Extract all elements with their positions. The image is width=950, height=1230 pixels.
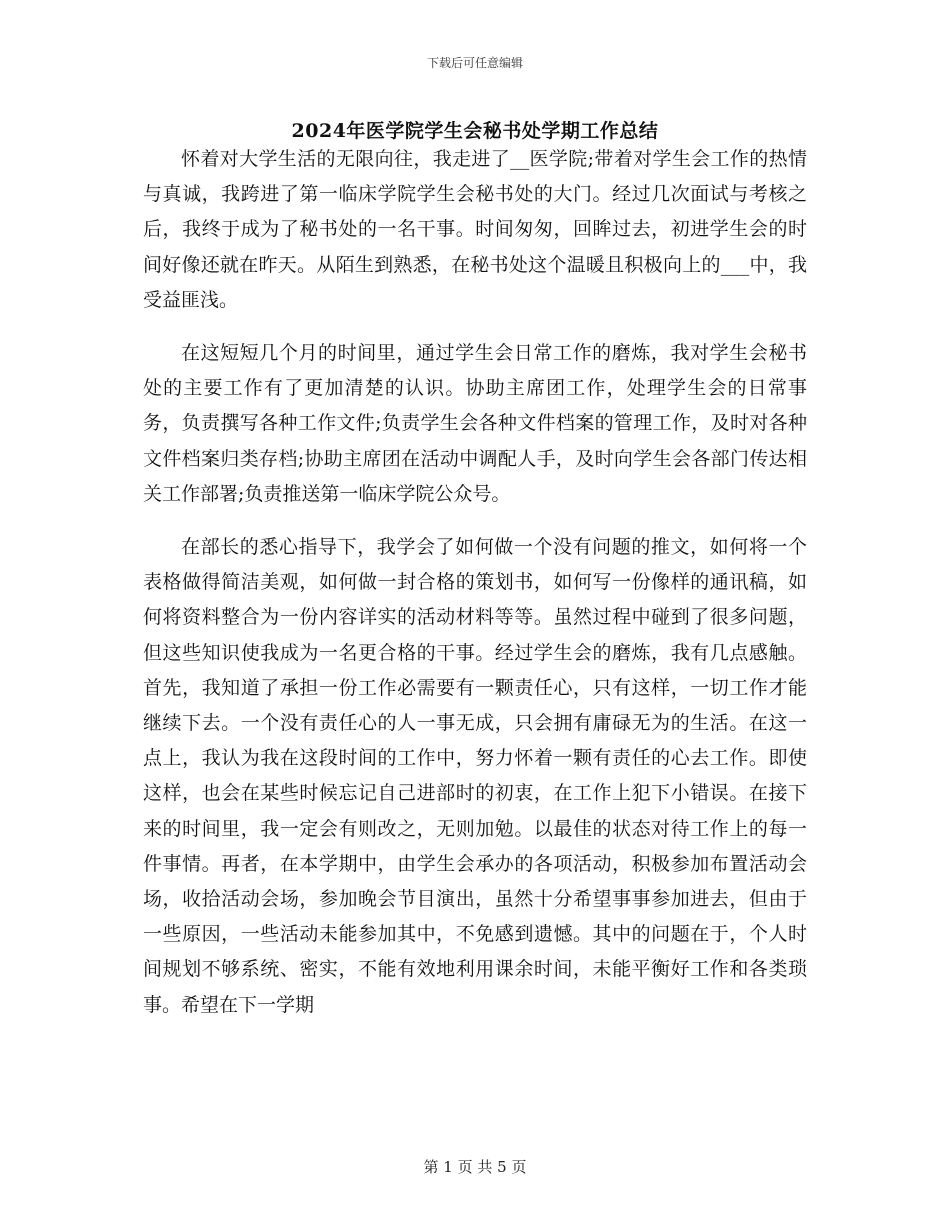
page-number-footer: 第 1 页 共 5 页 — [423, 1158, 527, 1176]
paragraph-1: 怀着对大学生活的无限向往，我走进了__医学院;带着对学生会工作的热情与真诚，我跨进了第一临床学院学生会秘书处的大门。经过几次面试与考核之后，我终于成为了秘书处的一名干事。时间匆匆，回眸过去，初进学生会的时间好像还就在昨天。从陌生到熟悉，在秘书处这个温暖且积极向上的___中，我受益匪浅。 — [143, 148, 807, 311]
page-header-note: 下载后可任意编辑 — [426, 56, 523, 70]
document-title: 2024年医学院学生会秘书处学期工作总结 — [291, 120, 659, 142]
paragraph-3: 在部长的悉心指导下，我学会了如何做一个没有问题的推文，如何将一个表格做得简洁美观，如何做一封合格的策划书，如何写一份像样的通讯稿，如何将资料整合为一份内容详实的活动材料等等。虽然过程中碰到了很多问题，但这些知识使我成为一名更合格的干事。经过学生会的磨炼，我有几点感触。首先，我知道了承担一份工作必需要有一颗责任心，只有这样，一切工作才能继续下去。一个没有责任心的人一事无成，只会拥有庸碌无为的生活。在这一点上，我认为我在这段时间的工作中，努力怀着一颗有责任的心去工作。即使这样，也会在某些时候忘记自己进部时的初衷，在工作上犯下小错误。在接下来的时间里，我一定会有则改之，无则加勉。以最佳的状态对待工作上的每一件事情。再者，在本学期中，由学生会承办的各项活动，积极参加布置活动会场，收拾活动会场，参加晚会节目演出，虽然十分希望事事参加进去，但由于一些原因，一些活动未能参加其中，不免感到遗憾。其中的问题在于，个人时间规划不够系统、密实，不能有效地利用课余时间，未能平衡好工作和各类琐事。希望在下一学期 — [143, 536, 807, 1016]
paragraph-2: 在这短短几个月的时间里，通过学生会日常工作的磨炼，我对学生会秘书处的主要工作有了更加清楚的认识。协助主席团工作，处理学生会的日常事务，负责撰写各种工作文件;负责学生会各种文件档案的管理工作，及时对各种文件档案归类存档;协助主席团在活动中调配人手，及时向学生会各部门传达相关工作部署;负责推送第一临床学院公众号。 — [143, 342, 807, 505]
document-body — [143, 142, 807, 1023]
